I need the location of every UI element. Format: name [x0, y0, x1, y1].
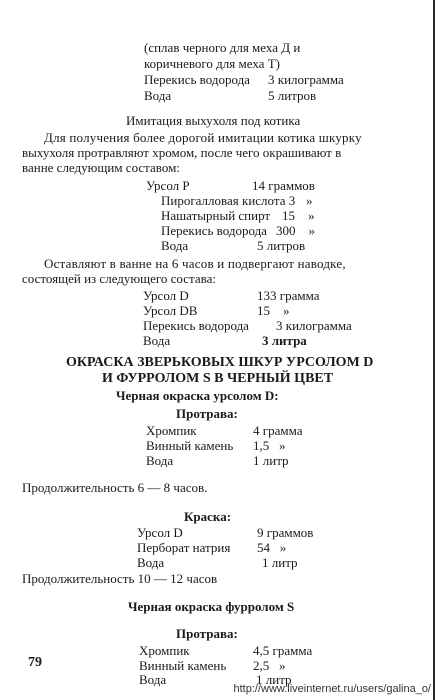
ingredient-value: 1 литр — [256, 672, 292, 687]
paragraph-line: Для получения более дорогой имитации котика шкурку — [44, 130, 362, 145]
ingredient-value: 2,5 » — [253, 658, 286, 673]
duration-text: Продолжительность 6 — 8 часов. — [22, 480, 208, 495]
ingredient-name: Вода — [143, 333, 171, 348]
ingredient-value: 3 литра — [262, 333, 307, 348]
ingredient-name: Перекись водорода — [144, 72, 250, 87]
paragraph-line: ванне следующим составом: — [22, 160, 180, 175]
subheading: Краска: — [184, 509, 232, 524]
ingredient-name: Перборат натрия — [137, 540, 231, 555]
ingredient-name: Винный камень — [139, 658, 227, 673]
subsection-title: Черная окраска урсолом D: — [116, 388, 279, 403]
ingredient-value: 3 килограмма — [268, 72, 344, 87]
ingredient-name: Нашатырный спирт — [161, 208, 271, 223]
footer-watermark-url — [0, 683, 441, 695]
subsection-title: Имитация выхухоля под котика — [126, 113, 301, 128]
section-title: И ФУРРОЛОМ S В ЧЕРНЫЙ ЦВЕТ — [102, 371, 334, 386]
ingredient-name: Урсол D — [143, 288, 189, 303]
ingredient-name: Вода — [161, 238, 189, 253]
ingredient-value: 4 грамма — [253, 423, 303, 438]
ingredient-name: Пирогалловая кислота 3 — [161, 193, 296, 208]
ingredient-value: » — [306, 193, 313, 208]
subheading: Протрава: — [176, 406, 238, 421]
ingredient-name: Урсол D — [137, 525, 183, 540]
ingredient-name: Урсол Р — [146, 178, 190, 193]
ingredient-name: Урсол DB — [143, 303, 198, 318]
footer-url-text: http://www.liveinternet.ru/users/galina_o/ — [233, 683, 431, 695]
ingredient-value: 3 килограмма — [276, 318, 352, 333]
ingredient-name: Перекись водорода — [161, 223, 267, 238]
ingredient-name: Хромпик — [139, 643, 190, 658]
ingredient-name: Вода — [146, 453, 174, 468]
ingredient-value: 9 граммов — [257, 525, 314, 540]
ingredient-value: 133 грамма — [257, 288, 320, 303]
section-title: ОКРАСКА ЗВЕРЬКОВЫХ ШКУР УРСОЛОМ D — [66, 355, 374, 370]
top-text-line: (сплав черного для меха Д и — [144, 40, 301, 55]
ingredient-value: 14 граммов — [252, 178, 315, 193]
ingredient-name: Вода — [139, 672, 167, 687]
subsection-title: Черная окраска фурролом S — [128, 599, 295, 614]
page-edge-line — [433, 0, 435, 700]
top-text-line: коричневого для меха Т) — [144, 56, 280, 71]
ingredient-name: Вода — [137, 555, 165, 570]
ingredient-value: 1 литр — [253, 453, 289, 468]
ingredient-value: 1 литр — [262, 555, 298, 570]
subheading: Протрава: — [176, 626, 238, 641]
ingredient-value: 15 » — [282, 208, 315, 223]
ingredient-value: 15 » — [257, 303, 290, 318]
ingredient-name: Перекись водорода — [143, 318, 249, 333]
ingredient-value: 5 литров — [268, 88, 317, 103]
paragraph-line: выхухоля протравляют хромом, после чего окрашивают в — [22, 145, 342, 160]
page-number: 79 — [28, 655, 42, 670]
duration-text: Продолжительность 10 — 12 часов — [22, 571, 218, 586]
paragraph-line: состоящей из следующего состава: — [22, 271, 216, 286]
paragraph-line: Оставляют в ванне на 6 часов и подвергают наводке, — [44, 256, 346, 271]
ingredient-value: 5 литров — [257, 238, 306, 253]
ingredient-value: 54 » — [257, 540, 287, 555]
ingredient-name: Хромпик — [146, 423, 197, 438]
ingredient-value: 1,5 » — [253, 438, 286, 453]
ingredient-name: Винный камень — [146, 438, 234, 453]
ingredient-value: 300 » — [276, 223, 315, 238]
ingredient-value: 4,5 грамма — [253, 643, 313, 658]
ingredient-name: Вода — [144, 88, 172, 103]
